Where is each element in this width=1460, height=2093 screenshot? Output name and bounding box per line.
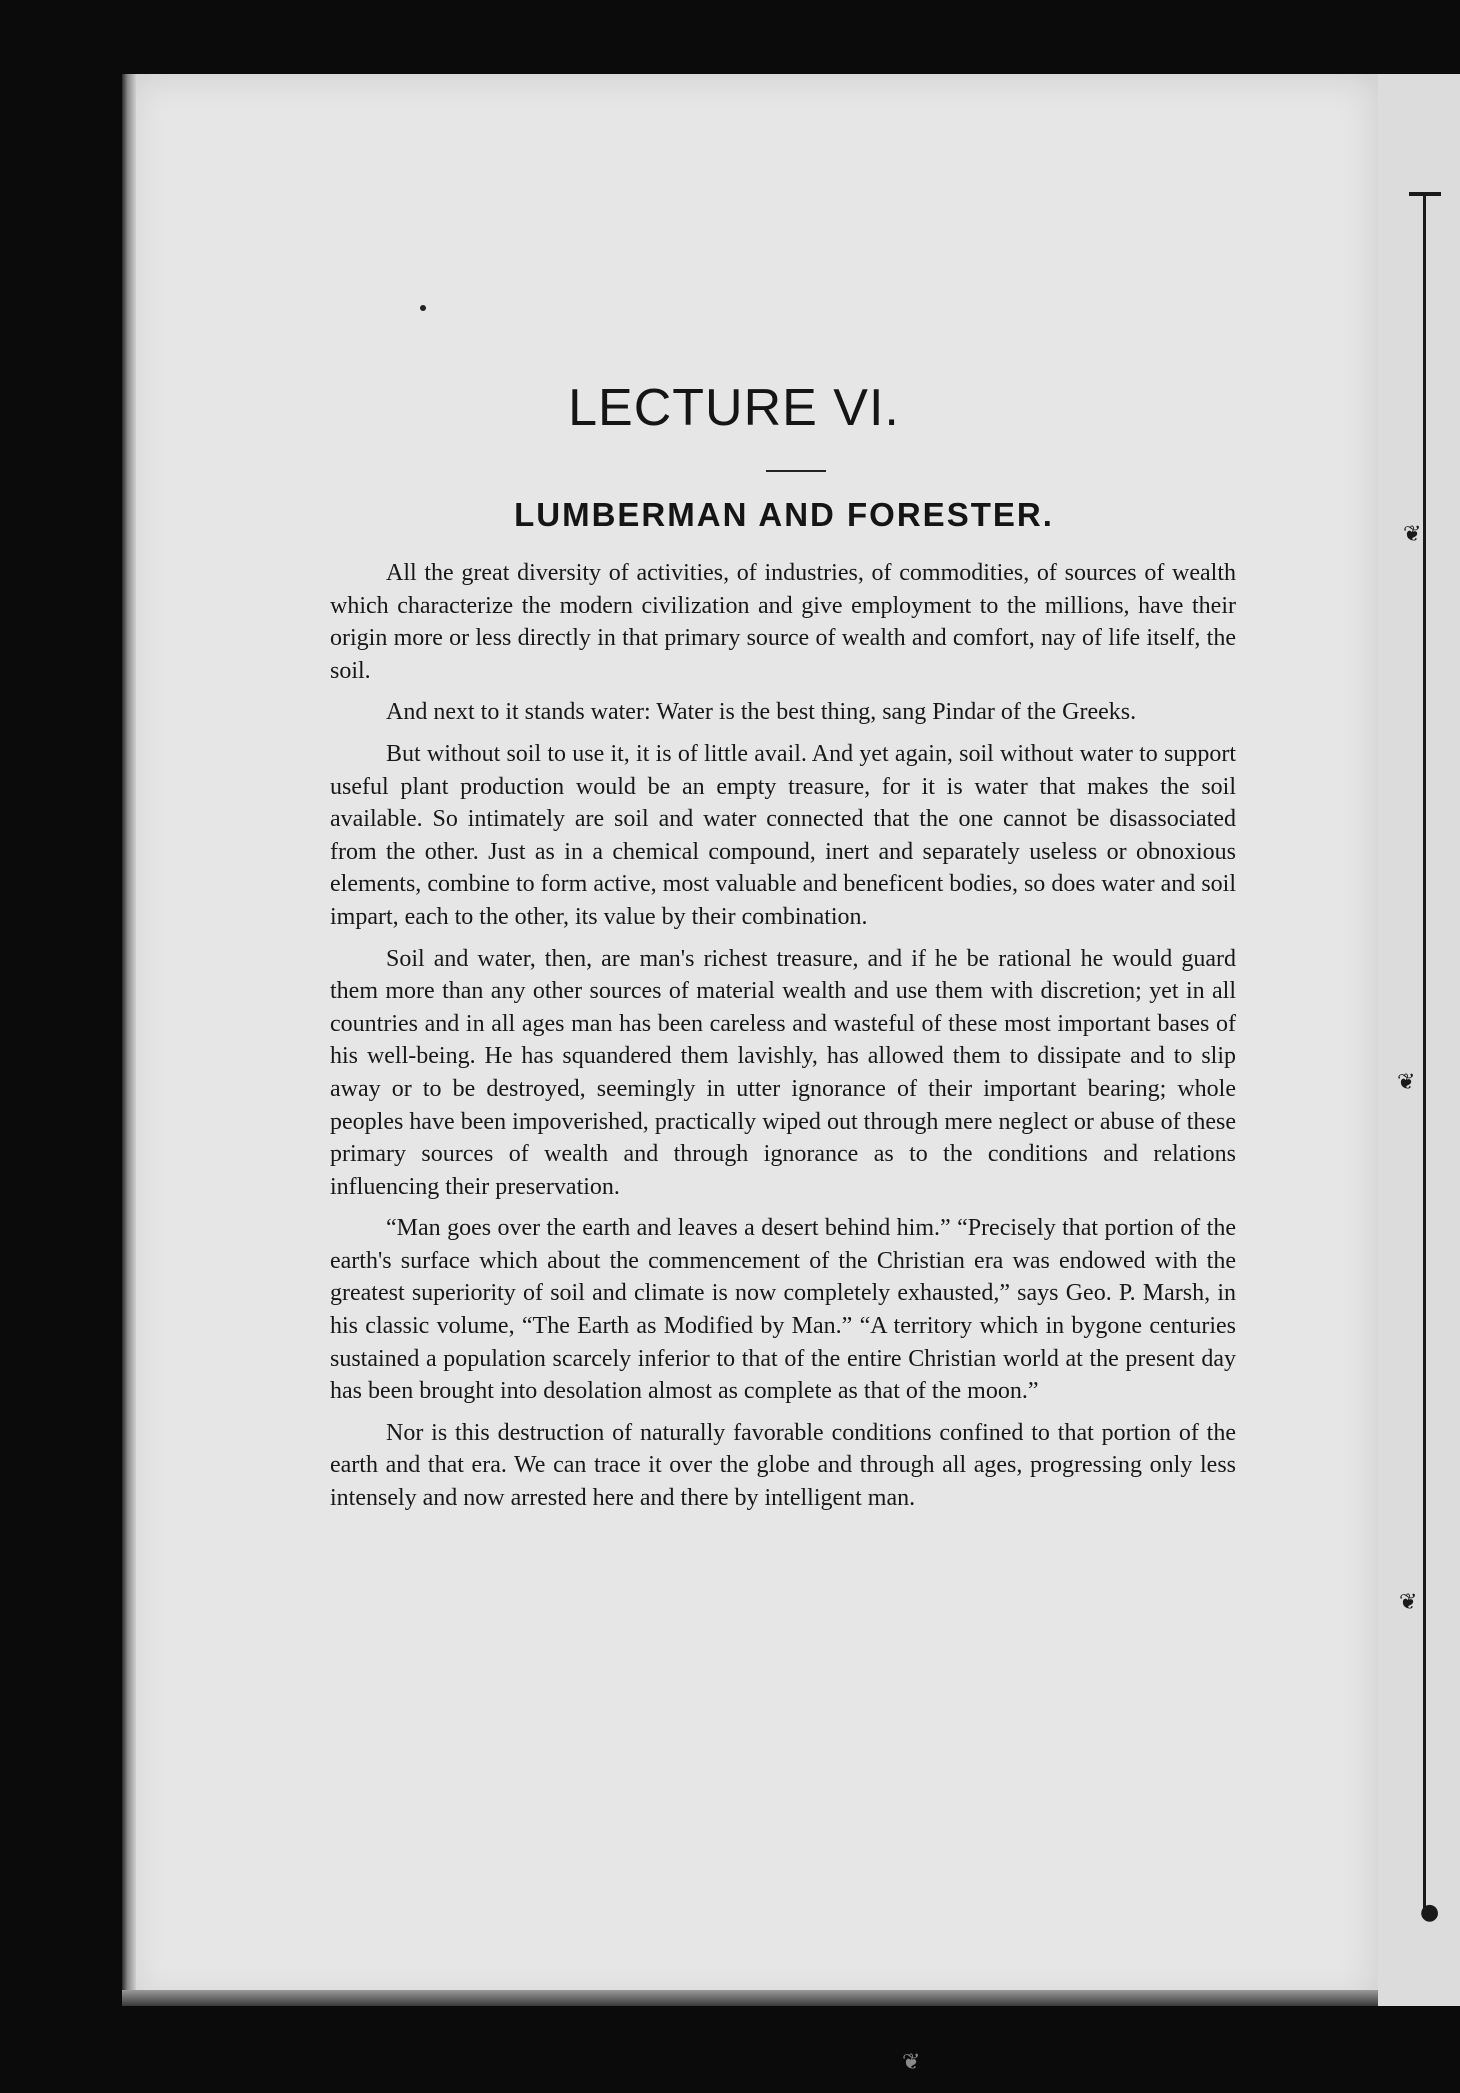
paragraph: Soil and water, then, are man's richest treasure, and if he be rational he would guard them more than any other sources of material wealth and use them with discretion; yet in all countries and in all ages man has been careless and wasteful of these most important bases of his well-being. He has squandered them lavishly, has allowed them to dissipate and to slip away or to be destroyed, seemingly in utter ignorance of their important bearing; whole peoples have been impoverished, practically wiped out through mere neglect or abuse of these primary sources of wealth and through ignorance as to the conditions and relations influencing their preservation. [330,945,1236,1200]
lecture-title: LECTURE VI. [568,379,900,437]
left-page-edge [122,74,136,2004]
right-binding-rule-cap [1409,192,1441,196]
paragraph: And next to it stands water: Water is the best thing, sang Pindar of the Greeks. [386,699,1137,726]
paragraph: “Man goes over the earth and leaves a desert behind him.” “Precisely that portion of the earth's surface which about the commencement of the Christian era was endowed with the greatest superiority of soil and climate is now completely exhausted,” says Geo. P. Marsh, in his classic volume, “The Earth as Modified by Man.” “A territory which in bygone centuries sustained a population scarcely inferior to that of the entire Christian world at the present day has been brought into desolation almost as complete as that of the moon.” [330,1215,1236,1405]
right-page-margin [1378,74,1460,2006]
bottom-page-edge [122,1990,1392,2006]
binding-ornament-icon: ❦ [1399,1590,1418,1615]
chapter-subtitle: LUMBERMAN AND FORESTER. [514,496,1054,533]
body-text [330,557,1236,1524]
binding-ornament-icon: ❦ [1403,522,1422,547]
paragraph: Nor is this destruction of naturally favorable conditions confined to that portion of the earth and that era. We can trace it over the globe and through all ages, progressing only less intensely and now arrested here and there by intelligent man. [330,1419,1236,1512]
title-rule [766,470,826,472]
binding-ornament-icon: ● [1420,1900,1440,1925]
right-binding-rule [1423,192,1426,1912]
bottom-ornament-icon: ❦ [902,2050,921,2075]
binding-ornament-icon: ❦ [1397,1070,1416,1095]
paragraph: All the great diversity of activities, of industries, of commodities, of sources of wealth which characterize the modern civilization and give employment to the millions, have their origin more or less directly in that primary source of wealth and comfort, nay of life itself, the soil. [330,560,1236,684]
ink-speck [420,305,426,311]
paragraph: But without soil to use it, it is of little avail. And yet again, soil without water to support useful plant production would be an empty treasure, for it is water that makes the soil available. So intimately are soil and water connected that the one cannot be disassociated from the other. Just as in a chemical compound, inert and separately useless or obnoxious elements, combine to form active, most valuable and beneficent bodies, so does water and soil impart, each to the other, its value by their combination. [330,740,1236,930]
